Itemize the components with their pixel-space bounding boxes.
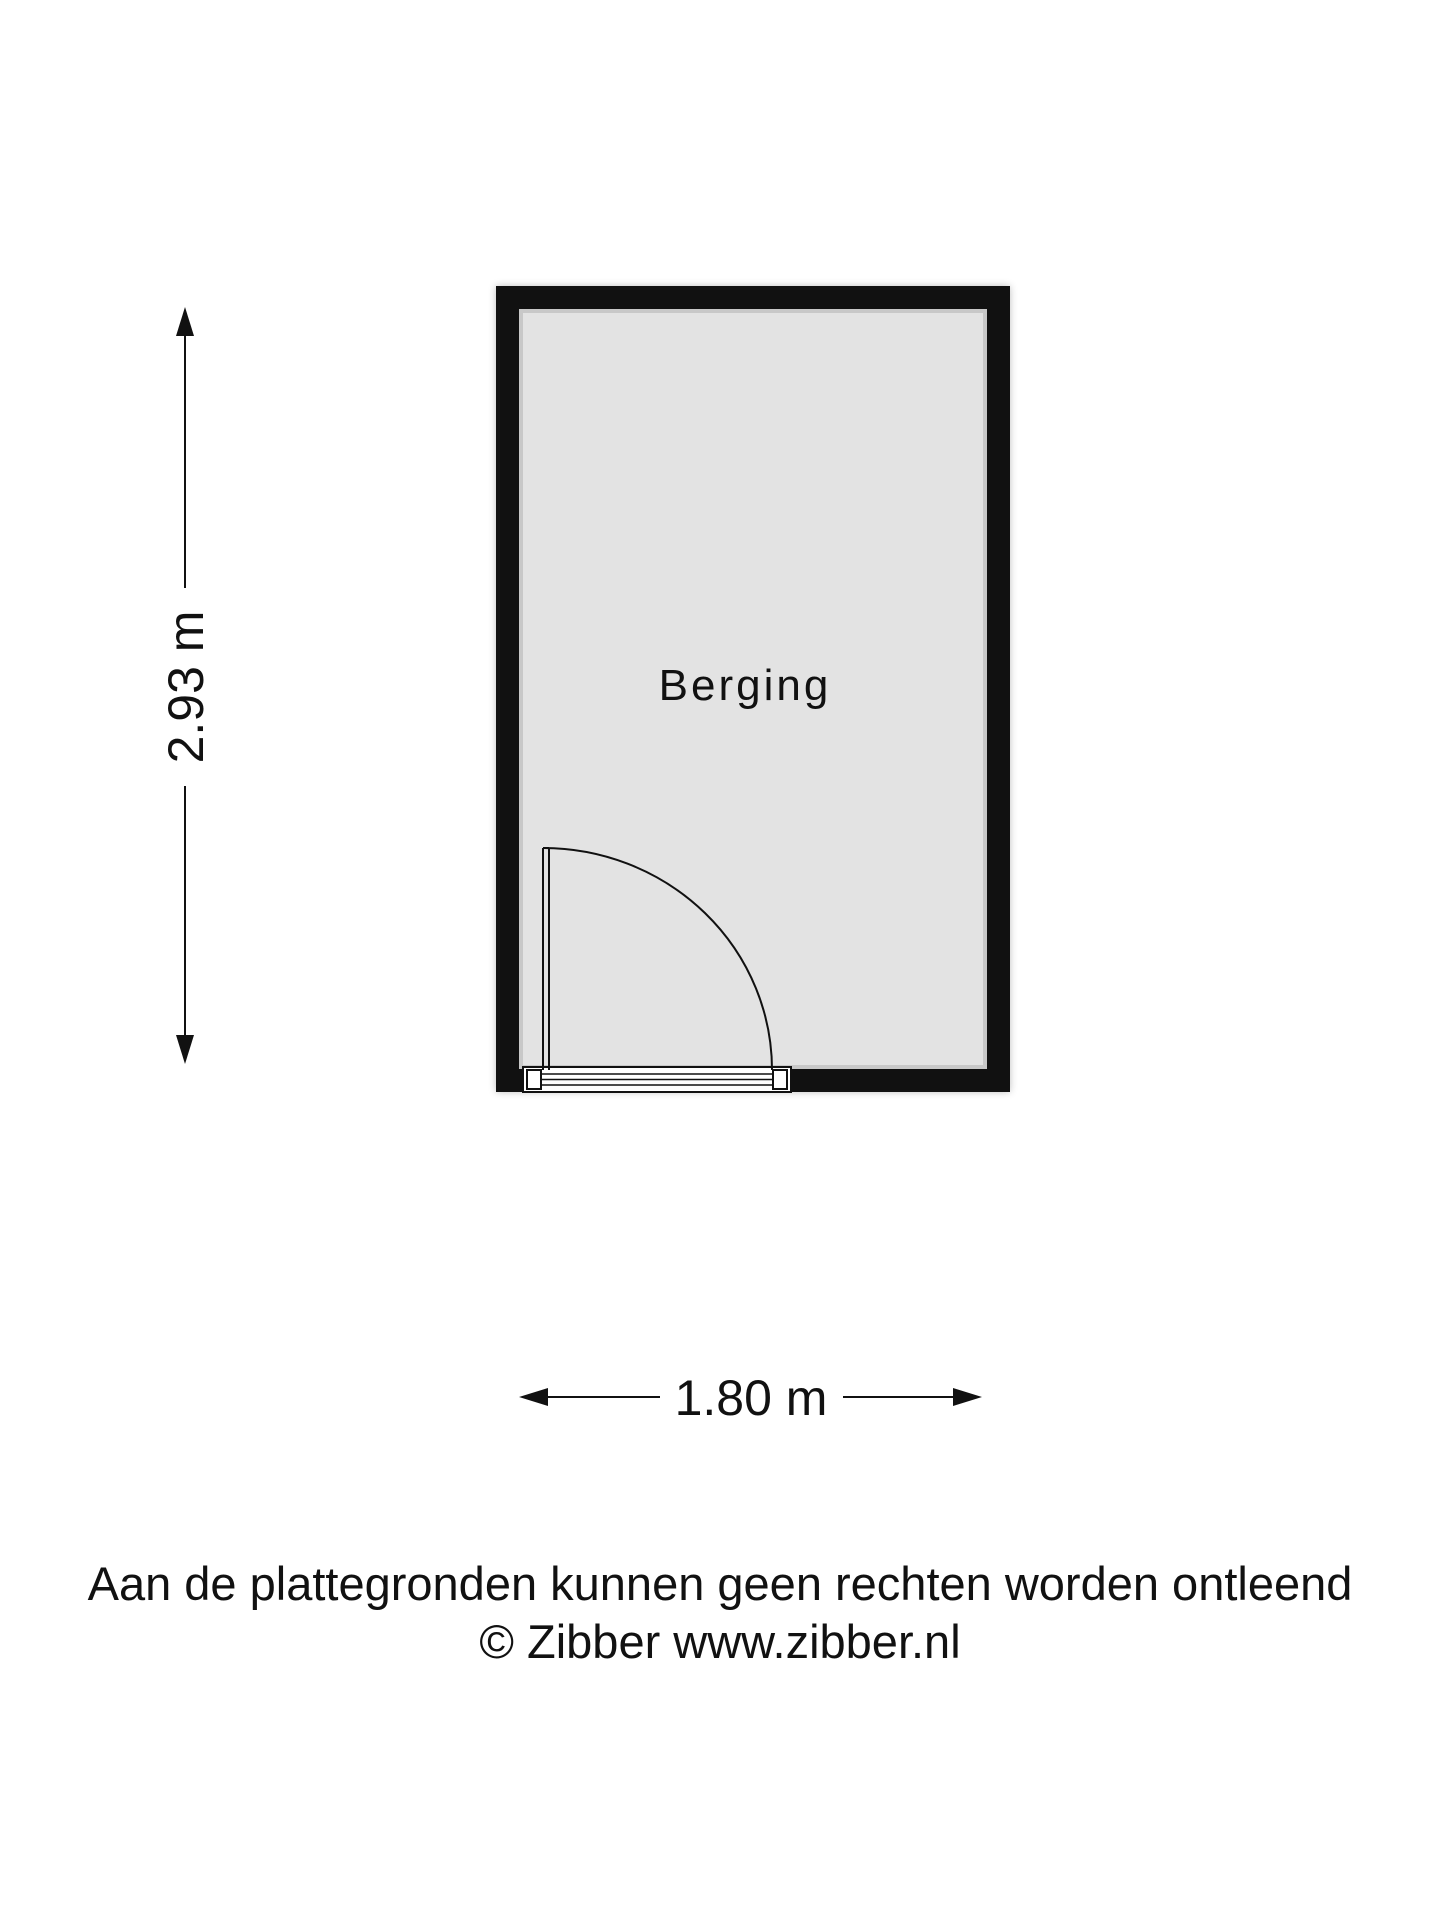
height-dimension-label: 2.93 m <box>158 610 214 764</box>
arrow-left-icon <box>519 1388 548 1406</box>
width-dimension <box>519 1370 982 1426</box>
room-label: Berging <box>658 661 832 710</box>
arrow-right-icon <box>953 1388 982 1406</box>
door-opening <box>523 1067 791 1092</box>
arrow-up-icon <box>176 307 194 336</box>
disclaimer-text: Aan de plattegronden kunnen geen rechten worden ontleend <box>87 1557 1353 1610</box>
height-dimension <box>158 307 214 1064</box>
width-dimension-label: 1.80 m <box>674 1370 828 1426</box>
copyright-text: © Zibber www.zibber.nl <box>479 1615 961 1668</box>
arrow-down-icon <box>176 1035 194 1064</box>
